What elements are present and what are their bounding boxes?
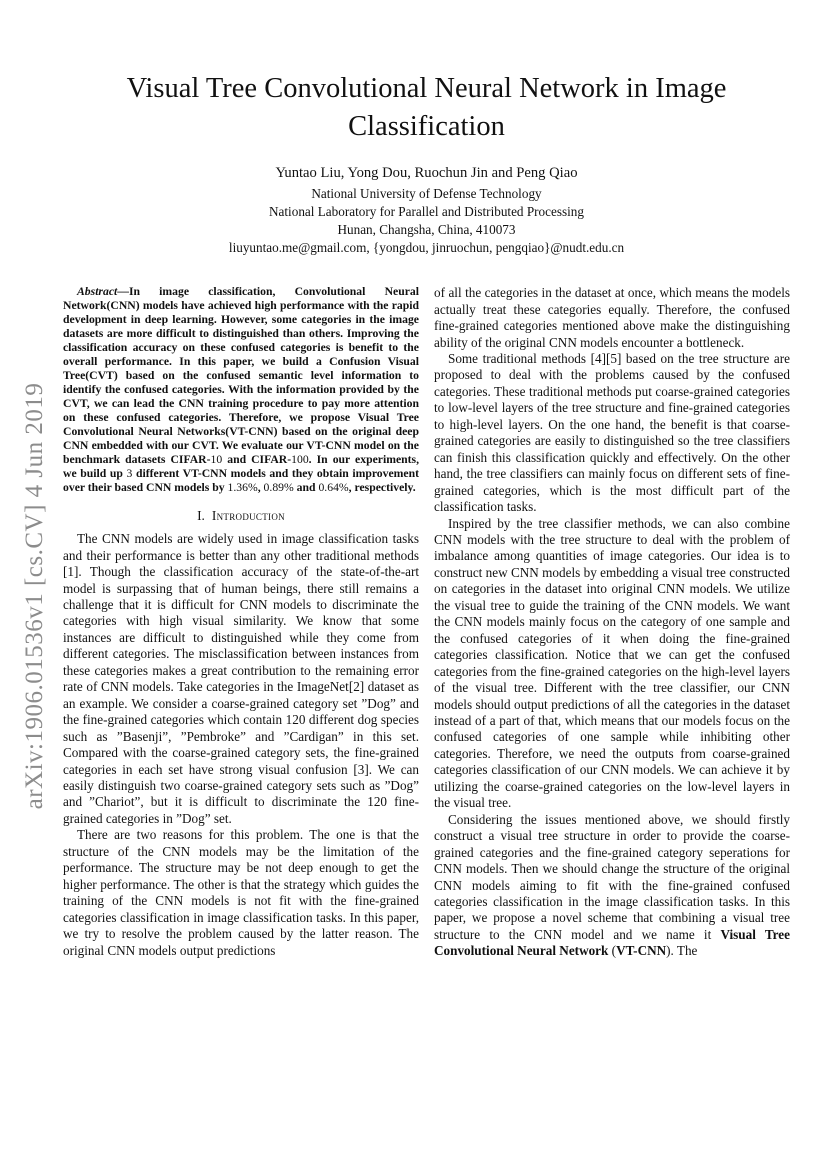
column-left xyxy=(63,285,419,960)
abstract-label: Abstract xyxy=(77,285,118,299)
section-title: Introduction xyxy=(211,508,285,524)
paragraph-intro-5: Inspired by the tree classifier methods, we can also combine CNN models with the tree structure to deal with the problem of imbalance among quantities of image categories. Our idea is to construct new CNN models by embedding a visual tree constructed on categories in the dataset into original CNN models. We utilize the visual tree to guide the training of the CNN models. We want the CNN models mainly focus on the category of one sample and the confused categories of it when doing the fine-grained categories classification. Notice that we can get the confused categories from the fine-grained categories on the high-level layers of the visual tree. Different with the tree classifier, our CNN models should output predictions of all the categories in the dataset instead of a part of that, which means that our models focus on the confused categories of one sample while inhibiting other categories. Therefore, we need the outputs from coarse-grained categories classification of our CNN models. We can achieve it by utilizing the coarse-grained categories on the low-level layers in the visual tree. xyxy=(434,515,790,811)
paragraph-intro-3: of all the categories in the dataset at once, which means the models actually treat these categories equally. Therefore, the confused fine-grained categories mentioned above make the distinguishing ability of the original CNN models encounter a bottleneck. xyxy=(434,285,790,350)
authors-line: Yuntao Liu, Yong Dou, Ruochun Jin and Peng Qiao xyxy=(275,165,578,182)
affiliation-line-address: Hunan, Changsha, China, 410073 xyxy=(337,222,516,238)
paper-content xyxy=(63,0,790,960)
abstract-text: —In image classification, Convolutional Neural Network(CNN) models have achieved high performance with the rapid development in deep learning. However, some categories in the image datasets are more difficult to distinguished than others. Improving the classification accuracy on these confused categories is benefit to the overall performance. In this paper, we build a Confusion Visual Tree(CVT) based on the confused semantic level information to identify the confused categories. With the information provided by the CVT, we can lead the CNN training procedure to pay more attention on these confused categories. Therefore, we propose Visual Tree Convolutional Neural Networks(VT-CNN) based on the original deep CNN embedded with our CVT. We evaluate our VT-CNN model on the benchmark datasets CIFAR-10 and CIFAR-100. In our experiments, we build up 3 different VT-CNN models and they obtain improvement over their based CNN models by 1.36%, 0.89% and 0.64%, respectively. xyxy=(63,285,419,495)
paragraph-intro-4: Some traditional methods [4][5] based on the tree structure are proposed to deal with the problems caused by the confused categories. These traditional methods put coarse-grained categories to low-level layers of the tree structure and fine-grained categories to high-level layers. On the one hand, the benefit is that coarse-grained categories are easily to distinguished so the tree classifiers can finish this classification quickly and effectively. On the other hand, the tree classifiers can mainly focus on different sets of fine-grained categories, which is the most difficult part of the classification tasks. xyxy=(434,351,790,515)
paragraph-intro-2: There are two reasons for this problem. The one is that the structure of the CNN models may be the limitation of the performance. The structure may be not deep enough to get the higher performance. The other is that the strategy which guides the training of the CNN models is not fit with the fine-grained categories classification in image classification tasks. In this paper, we try to resolve the problem caused by the latter reason. The original CNN models output predictions xyxy=(63,827,419,958)
two-column-body xyxy=(63,285,790,960)
section-heading-introduction xyxy=(63,508,419,524)
abstract-paragraph xyxy=(63,285,419,495)
paragraph-intro-6: Considering the issues mentioned above, we should firstly construct a visual tree structure in order to provide the coarse-grained categories and the fine-grained category seperations for CNN models. Then we should change the structure of the original CNN models aiming to fit with the fine-grained confused categories classification in the image classification tasks. In this paper, we propose a novel scheme that combining a visual tree structure to the CNN model and we name it Visual Tree Convolutional Neural Network (VT-CNN). The xyxy=(434,811,790,959)
column-right xyxy=(434,285,790,960)
paper-title: Visual Tree Convolutional Neural Network in Image Classification xyxy=(126,73,727,142)
paragraph-intro-1: The CNN models are widely used in image classification tasks and their performance is better than any other traditional methods [1]. Though the classification accuracy of the state-of-the-art model is surpassing that of human beings, there still remains a challenge that it is difficult for CNN models to discriminate the categories with high visual similarity. We know that some instances are difficult to distinguished while they come from different categories. The misclassification between instances from these categories makes a great contribution to the remaining error rate of CNN models. Take categories in the ImageNet[2] dataset as an example. We consider a coarse-grained category set ”Dog” and the fine-grained categories which contain 120 different dog species such as ”Basenji”, ”Pembroke” and ”Cardigan” in this set. Compared with the coarse-grained category sets, the fine-grained categories in each set have strong visual confusion [3]. We can easily distinguish two coarse-grained category sets such as ”Dog” and ”Chariot”, but it is difficult to discriminate the 120 fine-grained categories in ”Dog” set. xyxy=(63,531,419,826)
email-line: liuyuntao.me@gmail.com, {yongdou, jinruochun, pengqiao}@nudt.edu.cn xyxy=(228,240,625,256)
arxiv-stamp: arXiv:1906.01536v1 [cs.CV] 4 Jun 2019 xyxy=(21,382,48,810)
section-number: I. xyxy=(197,508,205,524)
affiliation-line-laboratory: National Laboratory for Parallel and Distributed Processing xyxy=(269,204,584,220)
affiliation-line-university: National University of Defense Technology xyxy=(311,186,542,202)
